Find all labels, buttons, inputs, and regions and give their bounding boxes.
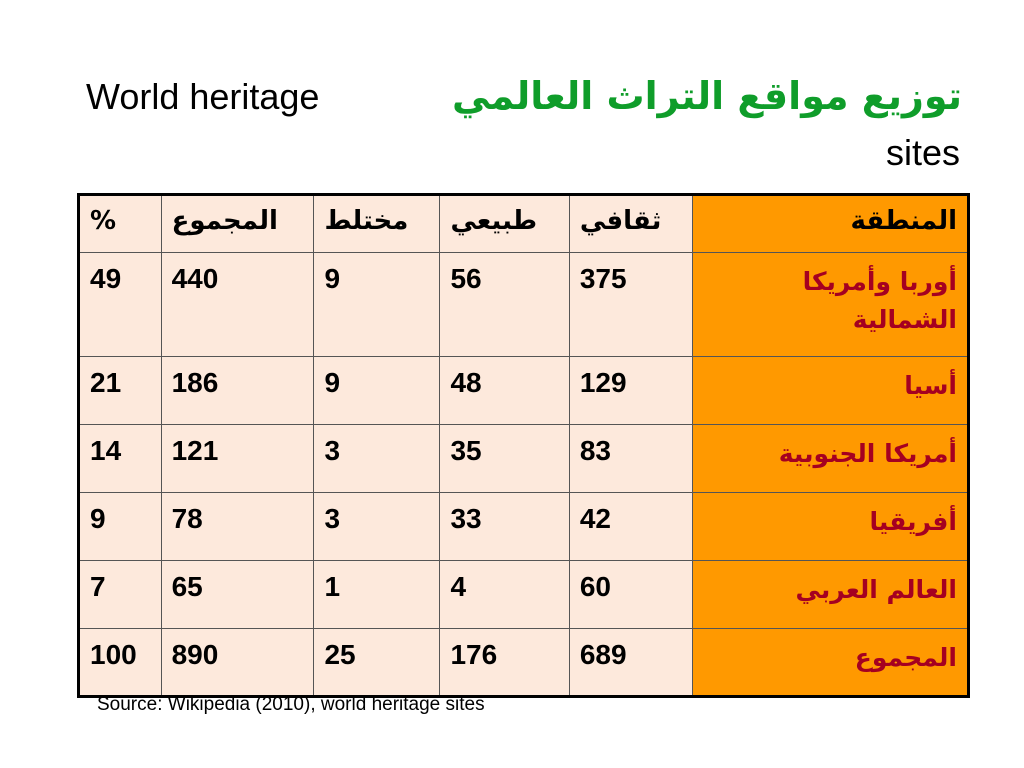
table-row: [79, 253, 969, 357]
region-cell: أمريكا الجنوبية: [693, 425, 969, 493]
percent-cell: 21: [79, 357, 162, 425]
header-percent: %: [79, 195, 162, 253]
english-title-continued: sites: [885, 132, 960, 173]
header-natural: طبيعي: [440, 195, 569, 253]
natural-cell: 176: [440, 629, 569, 697]
natural-cell: 56: [440, 253, 569, 357]
table-row-total: [79, 629, 969, 697]
natural-cell: 33: [440, 493, 569, 561]
mixed-cell: 1: [314, 561, 440, 629]
mixed-cell: 25: [314, 629, 440, 697]
header-total: المجموع: [161, 195, 314, 253]
header-mixed: مختلط: [314, 195, 440, 253]
table-header-row: [79, 195, 969, 253]
total-cell: 186: [161, 357, 314, 425]
region-label-line2: الشمالية: [852, 305, 957, 334]
region-cell: العالم العربي: [693, 561, 969, 629]
header-cultural: ثقافي: [569, 195, 692, 253]
mixed-cell: 9: [314, 357, 440, 425]
total-cell: 890: [161, 629, 314, 697]
source-caption: Source: Wikipedia (2010), world heritage sites: [97, 694, 485, 715]
mixed-cell: 9: [314, 253, 440, 357]
table-row: [79, 425, 969, 493]
total-cell: 121: [161, 425, 314, 493]
region-cell: المجموع: [693, 629, 969, 697]
mixed-cell: 3: [314, 493, 440, 561]
arabic-title: توزيع مواقع التراث العالمي: [452, 74, 962, 118]
region-label-line1: أوربا وأمريكا: [802, 267, 957, 296]
heritage-sites-table: [77, 193, 970, 698]
region-cell: أسيا: [693, 357, 969, 425]
table-row: [79, 561, 969, 629]
english-title: World heritage: [86, 76, 320, 117]
cultural-cell: 375: [569, 253, 692, 357]
region-cell: أفريقيا: [693, 493, 969, 561]
natural-cell: 35: [440, 425, 569, 493]
region-cell: [693, 253, 969, 357]
natural-cell: 48: [440, 357, 569, 425]
total-cell: 65: [161, 561, 314, 629]
natural-cell: 4: [440, 561, 569, 629]
percent-cell: 14: [79, 425, 162, 493]
table-row: [79, 357, 969, 425]
percent-cell: 49: [79, 253, 162, 357]
mixed-cell: 3: [314, 425, 440, 493]
table-row: [79, 493, 969, 561]
cultural-cell: 60: [569, 561, 692, 629]
total-cell: 78: [161, 493, 314, 561]
cultural-cell: 42: [569, 493, 692, 561]
cultural-cell: 83: [569, 425, 692, 493]
percent-cell: 7: [79, 561, 162, 629]
percent-cell: 100: [79, 629, 162, 697]
total-cell: 440: [161, 253, 314, 357]
cultural-cell: 689: [569, 629, 692, 697]
cultural-cell: 129: [569, 357, 692, 425]
header-region: المنطقة: [693, 195, 969, 253]
percent-cell: 9: [79, 493, 162, 561]
